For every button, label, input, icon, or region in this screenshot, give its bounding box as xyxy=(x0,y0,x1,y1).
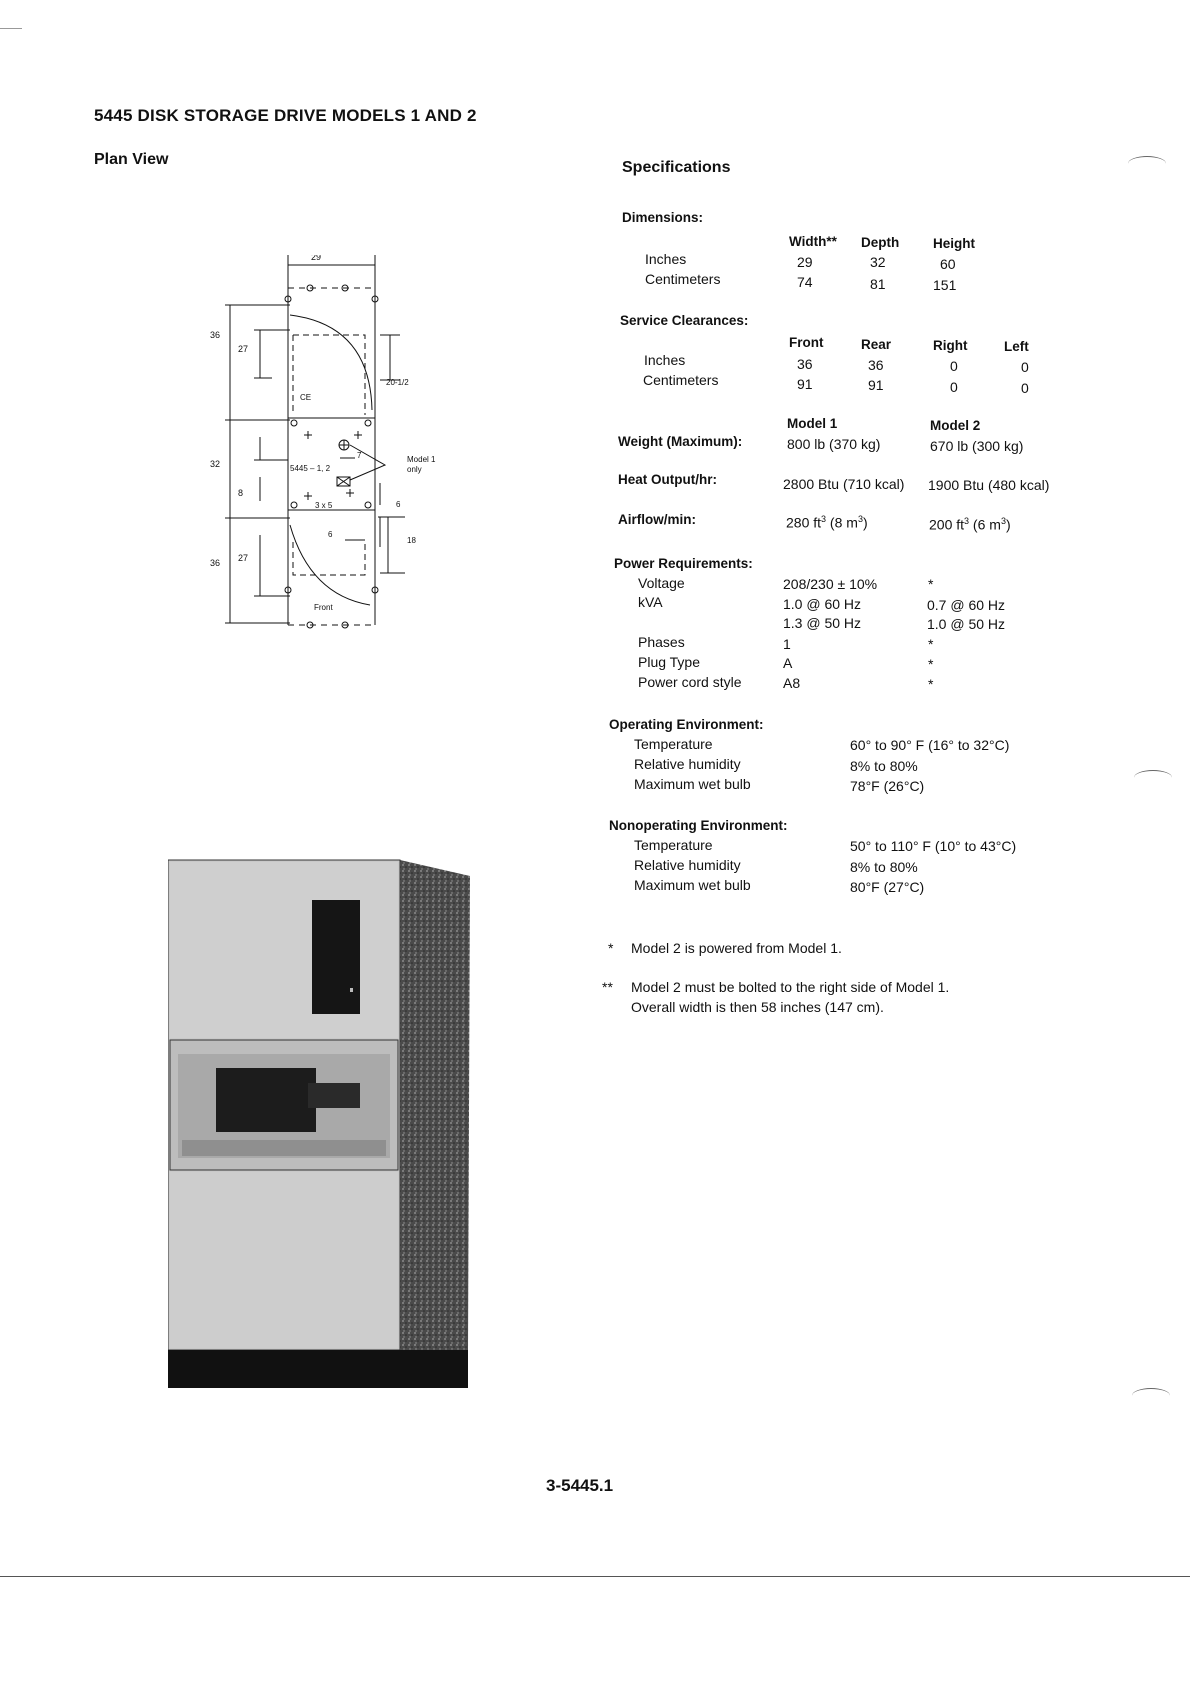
service-header-rear: Rear xyxy=(861,337,892,352)
dim-inches-depth: 32 xyxy=(870,254,886,270)
note2-text-line2: Overall width is then 58 inches (147 cm). xyxy=(631,999,884,1015)
operating-wetbulb-label: Maximum wet bulb xyxy=(634,776,751,792)
dim-cm-depth: 81 xyxy=(870,276,886,292)
nonoperating-wetbulb-value: 80°F (27°C) xyxy=(850,879,925,895)
plug-type-model1: A xyxy=(783,655,793,671)
model2-header: Model 2 xyxy=(930,418,981,433)
nonoperating-rh-value: 8% to 80% xyxy=(850,859,918,875)
dim-inches-width: 29 xyxy=(797,254,813,270)
power-cord-label: Power cord style xyxy=(638,674,742,690)
dimensions-label: Dimensions: xyxy=(622,210,704,225)
dim-32: 32 xyxy=(210,459,221,469)
service-inches-left: 0 xyxy=(1021,359,1029,375)
dim-header-width: Width** xyxy=(789,234,837,249)
weight-model2: 670 lb (300 kg) xyxy=(930,438,1024,454)
airflow-model1: 280 $ft^3$ (8 $m^3$) xyxy=(786,514,868,531)
kva-model1-50hz: 1.3 @ 50 Hz xyxy=(783,615,862,631)
model1-note-line1: Model 1 xyxy=(407,455,436,464)
voltage-model2: * xyxy=(928,576,934,592)
operating-rh-value: 8% to 80% xyxy=(850,758,918,774)
operating-env-label: Operating Environment: xyxy=(609,717,764,732)
page-number: 3-5445.1 xyxy=(546,1476,614,1495)
service-inches-right: 0 xyxy=(950,358,958,374)
dim-row-inches-label: Inches xyxy=(645,251,687,267)
service-header-left: Left xyxy=(1004,339,1029,354)
dim-header-depth: Depth xyxy=(861,235,900,250)
weight-model1: 800 lb (370 kg) xyxy=(787,436,881,452)
operating-rh-label: Relative humidity xyxy=(634,756,741,772)
scan-edge-mark xyxy=(1134,770,1172,785)
operating-temp-label: Temperature xyxy=(634,736,713,752)
front-label: Front xyxy=(314,603,333,612)
kva-model1-60hz: 1.0 @ 60 Hz xyxy=(783,596,862,612)
kva-model2-50hz: 1.0 @ 50 Hz xyxy=(927,616,1006,632)
service-clearances-label: Service Clearances: xyxy=(620,313,749,328)
service-inches-rear: 36 xyxy=(868,357,884,373)
dim-6-right: 6 xyxy=(396,500,401,509)
service-header-right: Right xyxy=(933,338,968,353)
footer-rule xyxy=(0,1576,1190,1577)
dim-row-cm-label: Centimeters xyxy=(645,271,721,287)
heat-output-label: Heat Output/hr: xyxy=(618,472,717,487)
phases-model2: * xyxy=(928,636,934,652)
note1-marker: * xyxy=(608,940,614,956)
nonoperating-rh-label: Relative humidity xyxy=(634,857,741,873)
service-cm-right: 0 xyxy=(950,379,958,395)
service-inches-front: 36 xyxy=(797,356,813,372)
kva-model2-60hz: 0.7 @ 60 Hz xyxy=(927,597,1006,613)
service-header-front: Front xyxy=(789,335,824,350)
nonoperating-wetbulb-label: Maximum wet bulb xyxy=(634,877,751,893)
dim-27-bottom: 27 xyxy=(238,553,249,563)
operating-temp-value: 60° to 90° F (16° to 32°C) xyxy=(850,737,1010,753)
weight-label: Weight (Maximum): xyxy=(618,434,743,449)
nonoperating-temp-value: 50° to 110° F (10° to 43°C) xyxy=(850,838,1017,854)
model1-note-line2: only xyxy=(407,465,422,474)
dim-36-bottom: 36 xyxy=(210,558,221,568)
scan-edge-mark xyxy=(1132,1388,1170,1403)
airflow-model2: 200 $ft^3$ (6 $m^3$) xyxy=(929,516,1011,533)
nonoperating-temp-label: Temperature xyxy=(634,837,713,853)
machine-photo xyxy=(168,858,470,1398)
cutout-label: 3 x 5 xyxy=(315,501,333,510)
dim-20-half: 20-1/2 xyxy=(386,378,409,387)
service-cm-rear: 91 xyxy=(868,377,884,393)
ce-label: CE xyxy=(300,393,312,402)
heat-model1: 2800 Btu (710 kcal) xyxy=(783,476,905,492)
heat-model2: 1900 Btu (480 kcal) xyxy=(928,477,1050,493)
dim-7: 7 xyxy=(357,451,362,460)
note2-marker: ** xyxy=(602,979,613,995)
service-cm-front: 91 xyxy=(797,376,813,392)
dim-width-29: 29 xyxy=(311,255,322,262)
power-cord-model2: * xyxy=(928,676,934,692)
airflow-label: Airflow/min: xyxy=(618,512,696,527)
service-row-inches-label: Inches xyxy=(644,352,686,368)
scan-edge-mark xyxy=(1128,156,1166,171)
dim-18: 18 xyxy=(407,536,416,545)
page-title: 5445 DISK STORAGE DRIVE MODELS 1 AND 2 xyxy=(94,106,477,125)
dim-cm-width: 74 xyxy=(797,274,813,290)
plan-view-heading: Plan View xyxy=(94,151,169,168)
scan-corner-mark xyxy=(0,28,22,29)
voltage-label: Voltage xyxy=(638,575,685,591)
service-row-cm-label: Centimeters xyxy=(643,372,719,388)
dim-27-top: 27 xyxy=(238,344,249,354)
plan-view-diagram xyxy=(210,255,455,640)
dim-header-height: Height xyxy=(933,236,975,251)
phases-model1: 1 xyxy=(783,636,791,652)
operating-wetbulb-value: 78°F (26°C) xyxy=(850,778,925,794)
nonoperating-env-label: Nonoperating Environment: xyxy=(609,818,788,833)
power-requirements-label: Power Requirements: xyxy=(614,556,753,571)
kva-label: kVA xyxy=(638,594,663,610)
dim-36-top: 36 xyxy=(210,330,221,340)
voltage-model1: 208/230 ± 10% xyxy=(783,576,878,592)
phases-label: Phases xyxy=(638,634,685,650)
dim-inches-height: 60 xyxy=(940,256,956,272)
specifications-heading: Specifications xyxy=(622,159,731,176)
dim-cm-height: 151 xyxy=(933,277,957,293)
model1-header: Model 1 xyxy=(787,416,838,431)
unit-label: 5445 – 1, 2 xyxy=(290,464,331,473)
dim-6-inner: 6 xyxy=(328,530,333,539)
note2-text-line1: Model 2 must be bolted to the right side of Model 1. xyxy=(631,979,950,995)
service-cm-left: 0 xyxy=(1021,380,1029,396)
dim-8: 8 xyxy=(238,488,244,498)
plug-type-label: Plug Type xyxy=(638,654,701,670)
note1-text: Model 2 is powered from Model 1. xyxy=(631,940,842,956)
plug-type-model2: * xyxy=(928,656,934,672)
power-cord-model1: A8 xyxy=(783,675,801,691)
